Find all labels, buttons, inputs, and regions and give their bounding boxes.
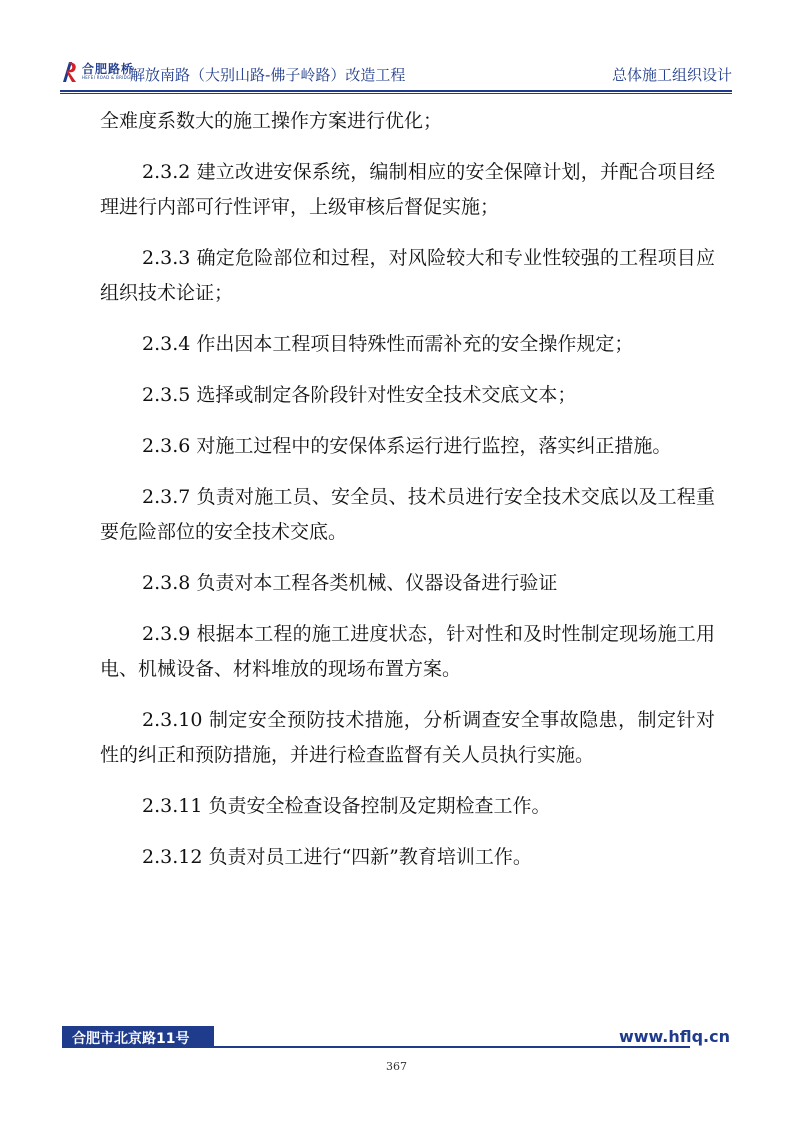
header-divider-thin	[60, 93, 732, 94]
paragraph: 2.3.10 制定安全预防技术措施，分析调查安全事故隐患，制定针对性的纠正和预防措施，并进行检查监督有关人员执行实施。	[100, 709, 715, 766]
paragraph: 2.3.5 选择或制定各阶段针对性安全技术交底文本；	[142, 384, 577, 406]
logo-mark-icon	[60, 60, 80, 84]
footer-address: 合肥市北京路11号	[72, 1031, 190, 1047]
page-number: 367	[386, 1060, 407, 1073]
paragraph: 2.3.6 对施工过程中的安保体系运行进行监控，落实纠正措施。	[142, 435, 672, 457]
page-header	[60, 58, 732, 88]
paragraph: 2.3.3 确定危险部位和过程，对风险较大和专业性较强的工程项目应组织技术论证；	[100, 247, 715, 304]
paragraph: 全难度系数大的施工操作方案进行优化；	[100, 110, 443, 132]
paragraph: 2.3.9 根据本工程的施工进度状态，针对性和及时性制定现场施工用电、机械设备、材料堆放的现场布置方案。	[100, 623, 715, 680]
paragraph: 2.3.4 作出因本工程项目特殊性而需补充的安全操作规定；	[142, 333, 634, 355]
logo-text: 合肥路桥	[82, 62, 135, 76]
paragraph: 2.3.8 负责对本工程各类机械、仪器设备进行验证	[142, 572, 558, 594]
footer-website: www.hflq.cn	[618, 1027, 730, 1046]
paragraph: 2.3.11 负责安全检查设备控制及定期检查工作。	[142, 795, 551, 817]
header-project-title: 解放南路（大别山路-佛子岭路）改造工程	[130, 66, 406, 84]
paragraph: 2.3.2 建立改进安保系统，编制相应的安全保障计划，并配合项目经理进行内部可行性评审，上级审核后督促实施；	[100, 161, 715, 218]
logo-subtext: HEFEI ROAD & BRIDGE	[82, 75, 134, 80]
header-section-title: 总体施工组织设计	[611, 66, 732, 84]
page-footer	[62, 1026, 732, 1048]
document-body	[100, 104, 715, 875]
paragraph: 2.3.7 负责对施工员、安全员、技术员进行安全技术交底以及工程重要危险部位的安全技术交底。	[100, 486, 715, 543]
footer-website-block	[612, 1026, 732, 1048]
footer-address-block	[62, 1026, 214, 1048]
paragraph: 2.3.12 负责对员工进行“四新”教育培训工作。	[142, 846, 532, 868]
header-divider	[60, 90, 732, 92]
